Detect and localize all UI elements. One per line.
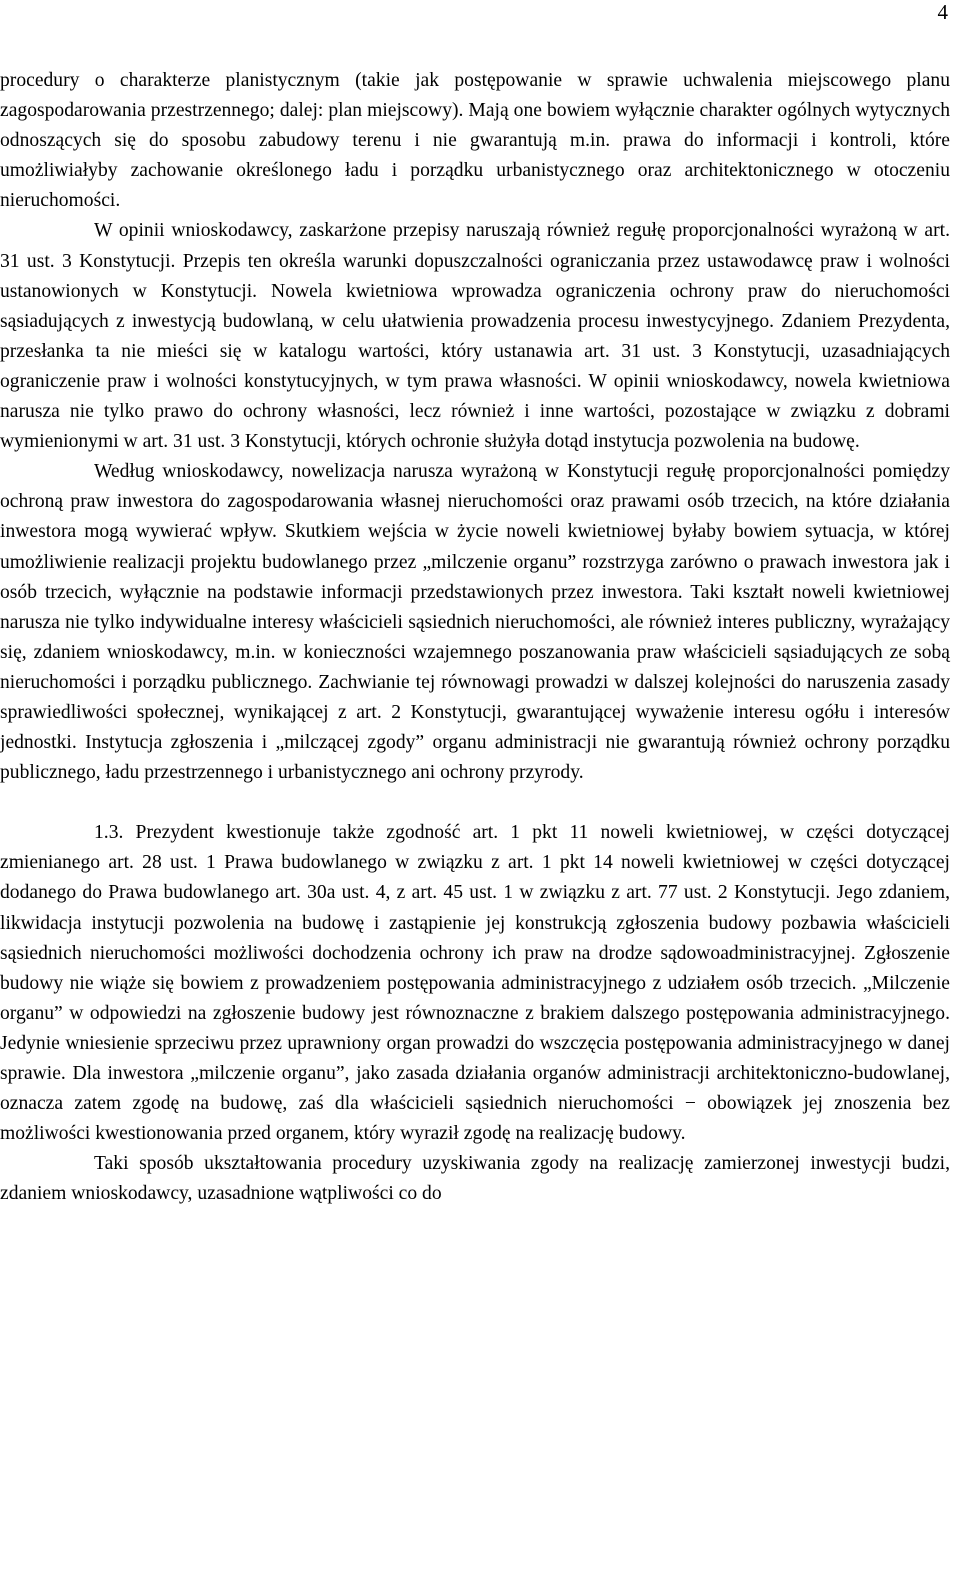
paragraph-continuation: procedury o charakterze planistycznym (takie jak postępowanie w sprawie uchwalenia miejscowego planu zagospodarowania przestrzennego; dalej: plan miejscowy). Mają one bowiem wyłącznie charakter ogólnych wytycznych odnoszących się do sposobu zabudowy terenu i nie gwarantują m.in. prawa do informacji i kontroli, które umożliwiałyby zachowanie określonego ładu i porządku urbanistycznego oraz architektonicznego w otoczeniu nieruchomości. bbox=[0, 70, 950, 212]
page-number: 4 bbox=[937, 0, 948, 24]
paragraph-procedure: Taki sposób ukształtowania procedury uzyskiwania zgody na realizację zamierzonej inwestycji budzi, zdaniem wnioskodawcy, uzasadnione wątpliwości co do bbox=[0, 1153, 950, 1205]
paragraph-balance: Według wnioskodawcy, nowelizacja narusza wyrażoną w Konstytucji regułę proporcjonalności pomiędzy ochroną praw inwestora do zagospodarowania własnej nieruchomości oraz prawami osób trzecich, na które działania inwestora mogą wywierać wpływ. Skutkiem wejścia w życie noweli kwietniowej byłaby bowiem sytuacja, w której umożliwienie realizacji projektu budowlanego przez „milczenie organu” rozstrzyga zarówno o prawach inwestora jak i osób trzecich, wyłącznie na podstawie informacji przedstawionych przez inwestora. Taki kształt noweli kwietniowej narusza nie tylko indywidualne interesy właścicieli sąsiednich nieruchomości, ale również interes publiczny, wyrażający się, zdaniem wnioskodawcy, m.in. w konieczności wzajemnego poszanowania praw właścicieli sąsiadujących ze sobą nieruchomości i porządku publicznego. Zachwianie tej równowagi prowadzi w dalszej kolejności do naruszenia zasady sprawiedliwości społecznej, wynikającej z art. 2 Konstytucji, gwarantującej wyważenie interesu ogółu i interesów jednostki. Instytucja zgłoszenia i „milczącej zgody” organu administracji nie gwarantują również ochrony porządku publicznego, ładu przestrzennego i urbanistycznego ani ochrony przyrody. bbox=[0, 461, 950, 784]
paragraph-proportionality: W opinii wnioskodawcy, zaskarżone przepisy naruszają również regułę proporcjonalności wyrażoną w art. 31 ust. 3 Konstytucji. Przepis ten określa warunki dopuszczalności ograniczania przez ustawodawcę praw i wolności ustanowionych w Konstytucji. Nowela kwietniowa wprowadza ograniczenia ochrony praw do nieruchomości sąsiadujących z inwestycją budowlaną, w celu ułatwienia prowadzenia procesu inwestycyjnego. Zdaniem Prezydenta, przesłanka ta nie mieści się w katalogu wartości, który ustanawia art. 31 ust. 3 Konstytucji, uzasadniających ograniczenie praw i wolności konstytucyjnych, w tym prawa własności. W opinii wnioskodawcy, nowela kwietniowa narusza nie tylko prawo do ochrony własności, lecz również i inne wartości, pozostające w związku z dobrami wymienionymi w art. 31 ust. 3 Konstytucji, których ochronie służyła dotąd instytucja pozwolenia na budowę. bbox=[0, 220, 950, 453]
document-body bbox=[0, 66, 950, 1209]
paragraph-section-1-3: 1.3. Prezydent kwestionuje także zgodność art. 1 pkt 11 noweli kwietniowej, w części dotyczącej zmienianego art. 28 ust. 1 Prawa budowlanego w związku z art. 1 pkt 14 noweli kwietniowej w części dotyczącej dodanego do Prawa budowlanego art. 30a ust. 4, z art. 45 ust. 1 w związku z art. 77 ust. 2 Konstytucji. Jego zdaniem, likwidacja instytucji pozwolenia na budowę i zastąpienie jej konstrukcją zgłoszenia budowy pozbawia właścicieli sąsiednich nieruchomości możliwości dochodzenia ochrony ich praw na drodze sądowoadministracyjnej. Zgłoszenie budowy nie wiąże się bowiem z prowadzeniem postępowania administracyjnego z udziałem osób trzecich. „Milczenie organu” w odpowiedzi na zgłoszenie budowy jest równoznaczne z brakiem dalszego postępowania administracyjnego. Jedynie wniesienie sprzeciwu przez uprawniony organ prowadzi do wszczęcia postępowania administracyjnego w danej sprawie. Dla inwestora „milczenie organu”, jako zasada działania organów administracji architektoniczno-budowlanej, oznacza zatem zgodę na budowę, zaś dla właścicieli sąsiednich nieruchomości − obowiązek jej znoszenia bez możliwości kwestionowania przed organem, który wyraził zgodę na realizację budowy. bbox=[0, 822, 950, 1145]
